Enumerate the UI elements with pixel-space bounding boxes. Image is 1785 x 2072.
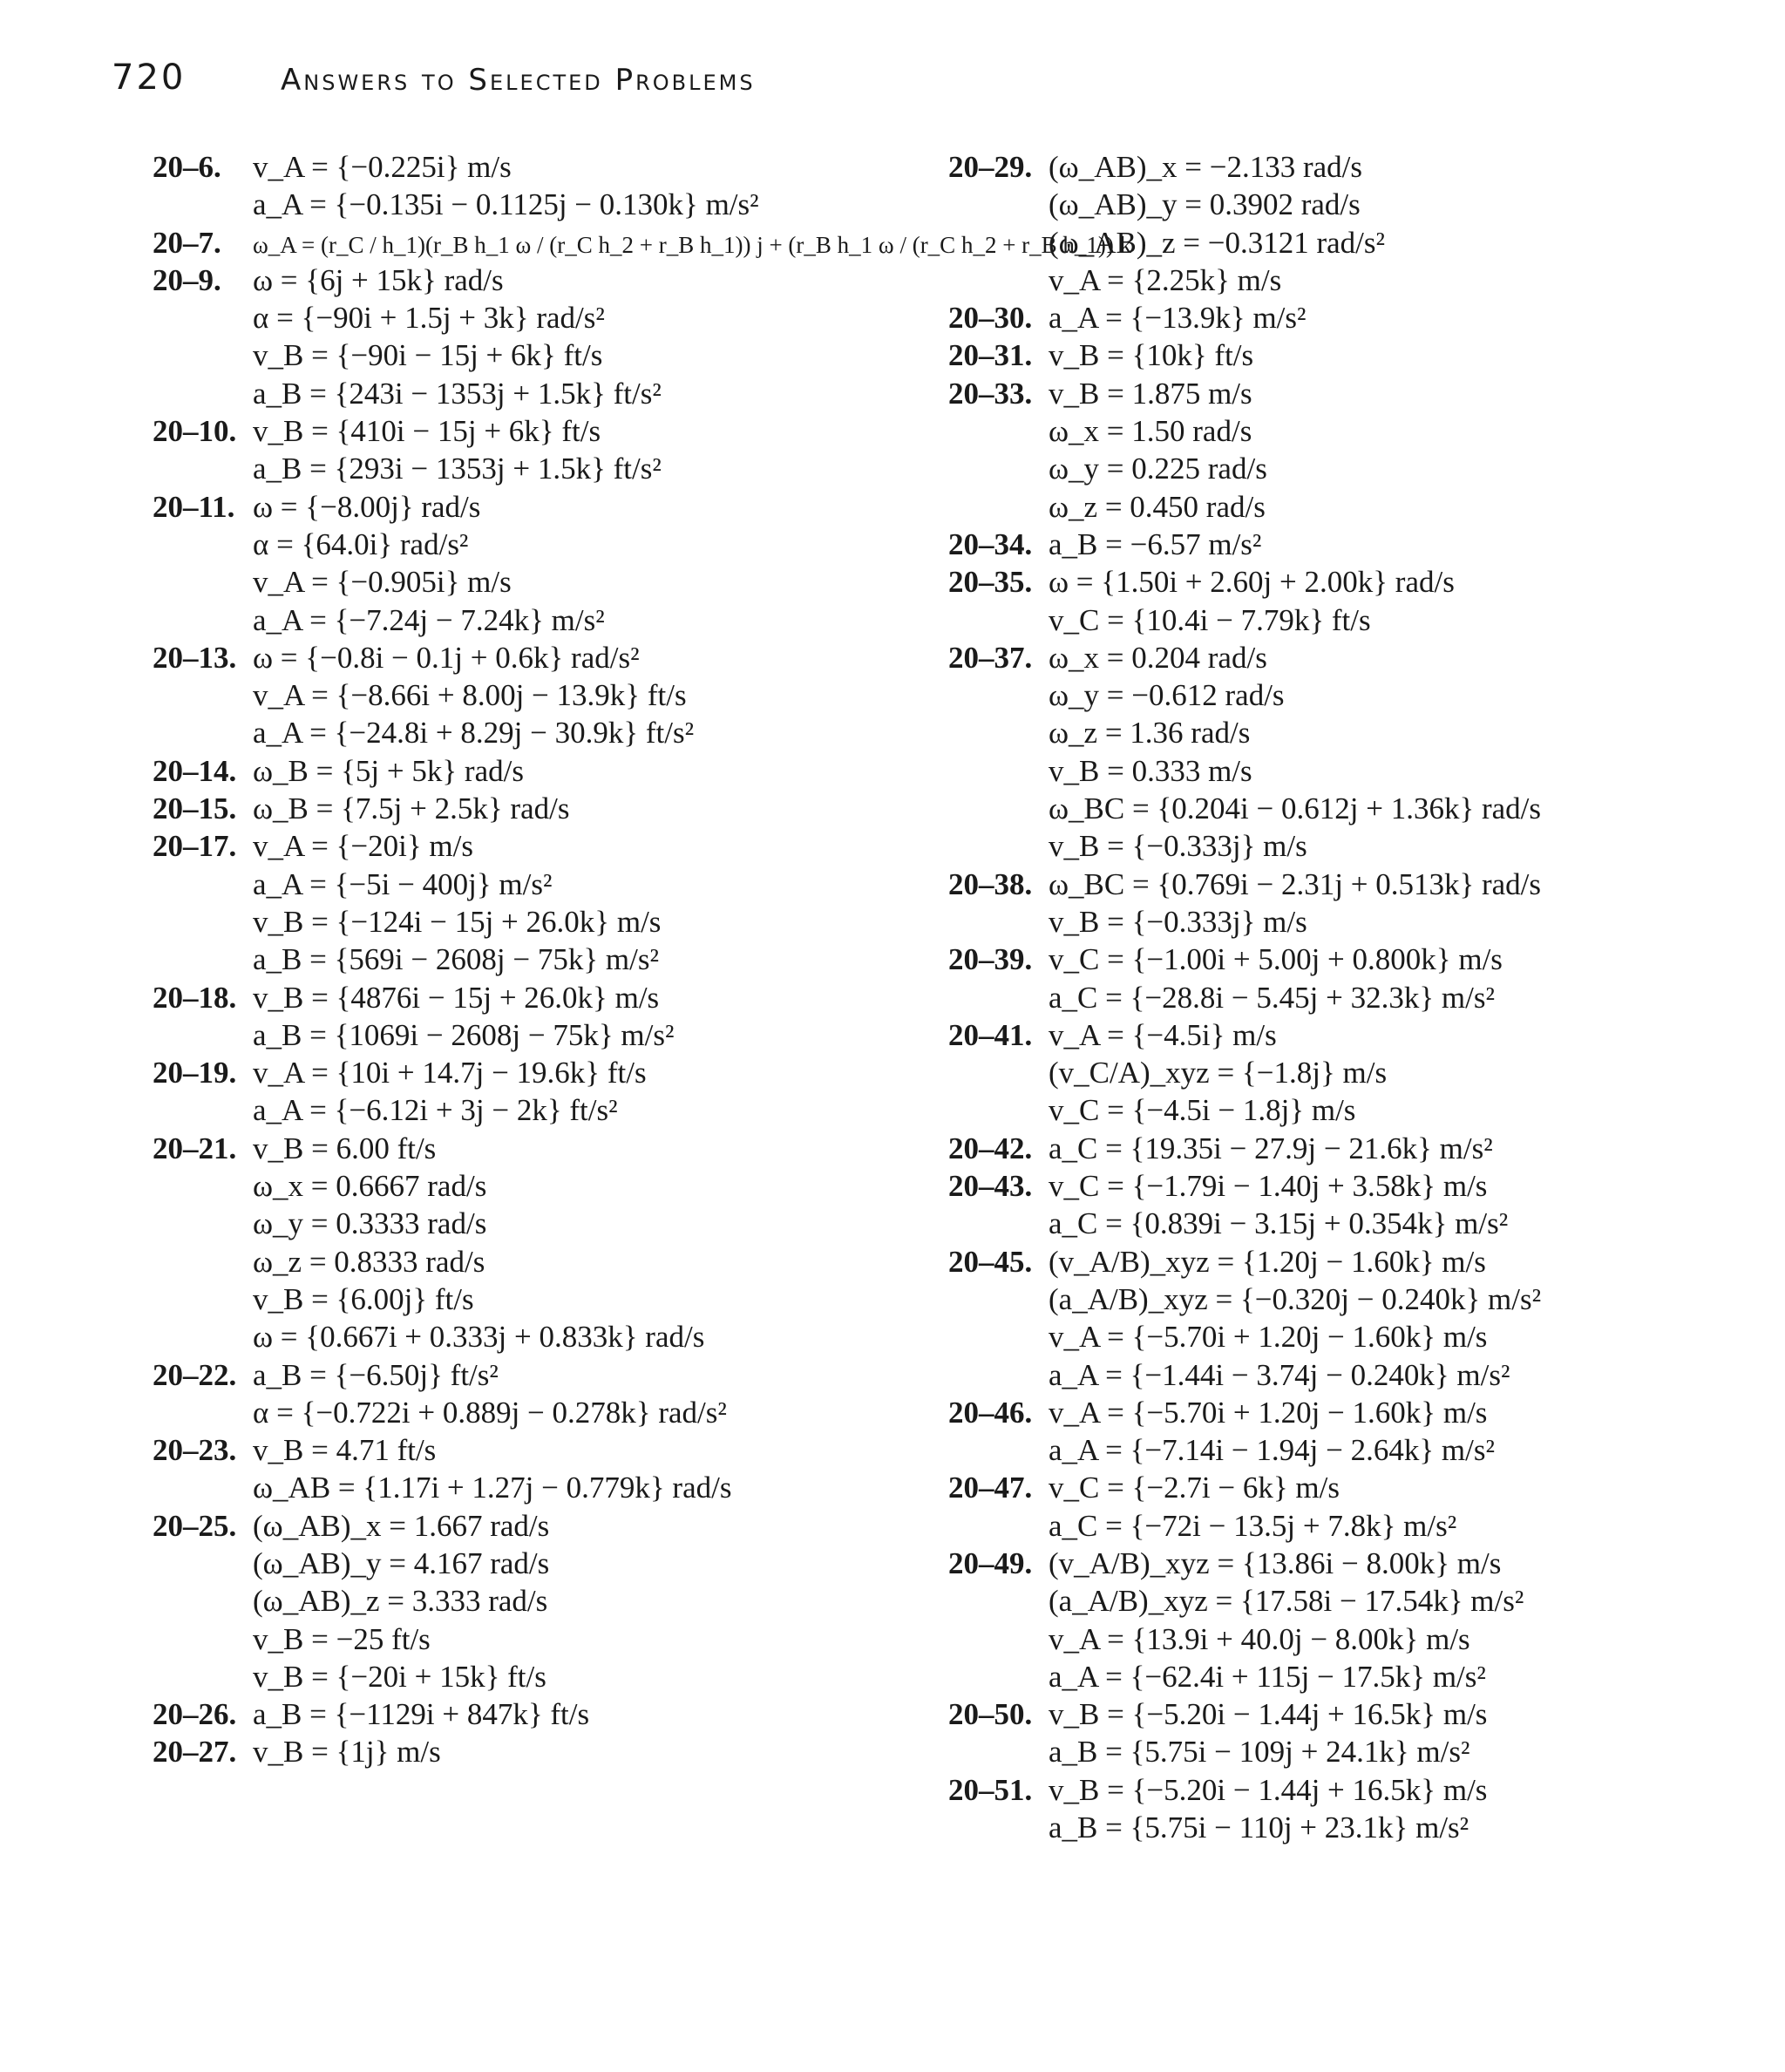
problem-number: 20–22. <box>153 1357 237 1392</box>
answer-equation: ω_B = {7.5j + 2.5k} rad/s <box>253 791 570 826</box>
answer-line <box>948 979 1733 1016</box>
answer-line <box>153 563 920 601</box>
answer-equation: a_A = {−7.24j − 7.24k} m/s² <box>253 602 605 637</box>
answer-equation: (ω_AB)_z = −0.3121 rad/s² <box>1049 225 1386 260</box>
problem-number: 20–6. <box>153 150 221 184</box>
problem-number: 20–17. <box>153 829 237 864</box>
answer-equation: a_C = {−28.8i − 5.45j + 32.3k} m/s² <box>1049 980 1495 1015</box>
answer-line <box>948 1507 1733 1545</box>
answer-line <box>948 1281 1733 1318</box>
answer-equation: v_B = {−20i + 15k} ft/s <box>253 1659 546 1694</box>
answer-equation: v_C = {−1.00i + 5.00j + 0.800k} m/s <box>1049 942 1503 977</box>
problem-number: 20–50. <box>948 1697 1033 1732</box>
answer-equation: (a_A/B)_xyz = {−0.320j − 0.240k} m/s² <box>1049 1281 1542 1316</box>
answer-line <box>948 1394 1733 1431</box>
problem-number: 20–15. <box>153 791 237 826</box>
answer-line <box>153 262 920 299</box>
answer-line <box>948 1356 1733 1394</box>
problem-number: 20–30. <box>948 301 1033 336</box>
problem-number: 20–39. <box>948 942 1033 977</box>
answer-line <box>153 1167 920 1205</box>
answer-equation: ω_z = 1.36 rad/s <box>1049 716 1251 751</box>
problem-number: 20–13. <box>153 640 237 675</box>
answer-line <box>153 1016 920 1054</box>
answer-equation: (v_C/A)_xyz = {−1.8j} m/s <box>1049 1056 1388 1090</box>
answer-line <box>948 1243 1733 1281</box>
answer-line <box>153 1469 920 1506</box>
problem-number: 20–19. <box>153 1056 237 1090</box>
answer-line <box>153 375 920 412</box>
answer-line <box>153 1431 920 1469</box>
answer-line <box>948 866 1733 903</box>
answer-equation: a_B = {1069i − 2608j − 75k} m/s² <box>253 1017 675 1052</box>
answer-line <box>948 1205 1733 1242</box>
answer-equation: a_C = {−72i − 13.5j + 7.8k} m/s² <box>1049 1508 1457 1543</box>
answer-line <box>153 601 920 639</box>
answer-line <box>948 941 1733 978</box>
answer-equation: ω_BC = {0.204i − 0.612j + 1.36k} rad/s <box>1049 791 1542 826</box>
answer-equation: v_B = {−5.20i − 1.44j + 16.5k} m/s <box>1049 1697 1488 1732</box>
answer-line <box>948 714 1733 751</box>
problem-number: 20–26. <box>153 1697 237 1732</box>
answer-line <box>153 714 920 751</box>
answer-line <box>153 1507 920 1545</box>
answer-line <box>948 412 1733 450</box>
answer-equation: ω_z = 0.8333 rad/s <box>253 1244 485 1279</box>
problem-number: 20–35. <box>948 565 1033 600</box>
answer-equation: v_C = {10.4i − 7.79k} ft/s <box>1049 602 1371 637</box>
answer-equation: ω_y = 0.225 rad/s <box>1049 452 1267 486</box>
answer-equation: a_B = {5.75i − 110j + 23.1k} m/s² <box>1049 1810 1469 1845</box>
problem-number: 20–46. <box>948 1395 1033 1430</box>
answer-equation: v_A = {−0.905i} m/s <box>253 565 512 600</box>
answer-line <box>948 1733 1733 1770</box>
answer-line <box>153 941 920 978</box>
answer-line <box>153 1205 920 1242</box>
answer-equation: (a_A/B)_xyz = {17.58i − 17.54k} m/s² <box>1049 1584 1524 1619</box>
problem-number: 20–49. <box>948 1546 1033 1580</box>
answer-equation: ω = {−8.00j} rad/s <box>253 489 481 524</box>
answer-line <box>153 224 1132 262</box>
answer-line <box>948 790 1733 827</box>
answer-line <box>153 827 920 865</box>
problem-number: 20–18. <box>153 980 237 1015</box>
answer-line <box>153 1733 920 1770</box>
answer-line <box>153 903 920 941</box>
answer-equation: ω = {0.667i + 0.333j + 0.833k} rad/s <box>253 1320 705 1355</box>
problem-number: 20–9. <box>153 262 221 297</box>
answer-equation: a_B = {569i − 2608j − 75k} m/s² <box>253 942 659 977</box>
answer-equation: ω_B = {5j + 5k} rad/s <box>253 753 524 788</box>
answer-equation: a_B = {−1129i + 847k} ft/s <box>253 1697 590 1732</box>
answer-line <box>153 1620 920 1658</box>
answer-equation: ω_BC = {0.769i − 2.31j + 0.513k} rad/s <box>1049 866 1542 901</box>
answer-line <box>153 1394 920 1431</box>
answer-equation: v_A = {−4.5i} m/s <box>1049 1017 1277 1052</box>
answer-equation: ω = {1.50i + 2.60j + 2.00k} rad/s <box>1049 565 1455 600</box>
answer-equation: a_A = {−13.9k} m/s² <box>1049 301 1307 336</box>
problem-number: 20–33. <box>948 376 1033 411</box>
problem-number: 20–51. <box>948 1772 1033 1807</box>
answer-line <box>948 186 1733 223</box>
answer-equation: v_A = {13.9i + 40.0j − 8.00k} m/s <box>1049 1621 1470 1656</box>
answer-equation: a_A = {−7.14i − 1.94j − 2.64k} m/s² <box>1049 1433 1495 1468</box>
answer-line <box>153 336 920 374</box>
problem-number: 20–25. <box>153 1508 237 1543</box>
answer-line <box>948 262 1733 299</box>
answer-equation: a_C = {19.35i − 27.9j − 21.6k} m/s² <box>1049 1131 1493 1165</box>
answer-equation: v_B = 1.875 m/s <box>1049 376 1252 411</box>
answer-line <box>153 412 920 450</box>
answer-line <box>153 1054 920 1091</box>
answer-line <box>153 1695 920 1733</box>
answer-equation: v_B = {−90i − 15j + 6k} ft/s <box>253 338 603 373</box>
answer-equation: ω_x = 1.50 rad/s <box>1049 414 1252 449</box>
answer-line <box>948 450 1733 487</box>
problem-number: 20–21. <box>153 1131 237 1165</box>
answer-line <box>948 1620 1733 1658</box>
answer-line <box>153 979 920 1016</box>
answer-line <box>153 866 920 903</box>
right-answers-column <box>948 148 1733 1846</box>
answer-equation: v_B = 0.333 m/s <box>1049 753 1252 788</box>
problem-number: 20–41. <box>948 1017 1033 1052</box>
answer-equation: v_A = {2.25k} m/s <box>1049 262 1282 297</box>
answer-equation: v_B = {−124i − 15j + 26.0k} m/s <box>253 904 662 939</box>
problem-number: 20–38. <box>948 866 1033 901</box>
answer-equation: (ω_AB)_x = −2.133 rad/s <box>1049 150 1362 184</box>
answer-line <box>153 1658 920 1695</box>
answer-equation: a_B = {−6.50j} ft/s² <box>253 1357 499 1392</box>
answer-line <box>948 224 1733 262</box>
answer-equation: v_A = {−5.70i + 1.20j − 1.60k} m/s <box>1049 1395 1488 1430</box>
answer-line <box>948 1091 1733 1129</box>
answer-equation: a_B = {243i − 1353j + 1.5k} ft/s² <box>253 376 662 411</box>
answer-equation: v_B = −25 ft/s <box>253 1621 431 1656</box>
answer-equation: (ω_AB)_x = 1.667 rad/s <box>253 1508 550 1543</box>
answer-equation: a_B = {293i − 1353j + 1.5k} ft/s² <box>253 452 662 486</box>
answer-equation: ω = {−0.8i − 0.1j + 0.6k} rad/s² <box>253 640 640 675</box>
answer-equation: ω = {6j + 15k} rad/s <box>253 262 504 297</box>
problem-number: 20–29. <box>948 150 1033 184</box>
answer-equation: (v_A/B)_xyz = {13.86i − 8.00k} m/s <box>1049 1546 1502 1580</box>
answer-line <box>948 336 1733 374</box>
answer-equation: ω_z = 0.450 rad/s <box>1049 489 1266 524</box>
answer-equation: (v_A/B)_xyz = {1.20j − 1.60k} m/s <box>1049 1244 1486 1279</box>
answer-equation: a_A = {−24.8i + 8.29j − 30.9k} ft/s² <box>253 716 695 751</box>
answer-line <box>948 752 1733 790</box>
answer-line <box>948 1431 1733 1469</box>
answer-equation: v_A = {−20i} m/s <box>253 829 473 864</box>
answer-line <box>153 1281 920 1318</box>
answer-equation: (ω_AB)_y = 4.167 rad/s <box>253 1546 550 1580</box>
answer-equation: (ω_AB)_z = 3.333 rad/s <box>253 1584 548 1619</box>
answer-equation: a_A = {−1.44i − 3.74j − 0.240k} m/s² <box>1049 1357 1510 1392</box>
problem-number: 20–42. <box>948 1131 1033 1165</box>
problem-number: 20–34. <box>948 526 1033 561</box>
answer-line <box>153 1091 920 1129</box>
problem-number: 20–10. <box>153 414 237 449</box>
problem-number: 20–31. <box>948 338 1033 373</box>
answer-equation: ω_x = 0.6667 rad/s <box>253 1169 487 1204</box>
problem-number: 20–23. <box>153 1433 237 1468</box>
answer-equation: v_B = {−0.333j} m/s <box>1049 904 1307 939</box>
answer-line <box>153 1243 920 1281</box>
answer-equation: a_B = −6.57 m/s² <box>1049 526 1262 561</box>
problem-number: 20–11. <box>153 489 235 524</box>
answer-equation: v_B = {1j} m/s <box>253 1735 441 1770</box>
answer-line <box>948 1469 1733 1506</box>
problem-number: 20–45. <box>948 1244 1033 1279</box>
answer-equation: (ω_AB)_y = 0.3902 rad/s <box>1049 187 1361 222</box>
answer-equation: v_A = {−8.66i + 8.00j − 13.9k} ft/s <box>253 678 687 713</box>
answer-equation: a_B = {5.75i − 109j + 24.1k} m/s² <box>1049 1735 1470 1770</box>
answer-equation: a_A = {−6.12i + 3j − 2k} ft/s² <box>253 1093 618 1128</box>
answer-line <box>948 601 1733 639</box>
answer-equation: v_B = {−5.20i − 1.44j + 16.5k} m/s <box>1049 1772 1488 1807</box>
answer-equation: v_B = {−0.333j} m/s <box>1049 829 1307 864</box>
problem-number: 20–7. <box>153 225 221 260</box>
answer-line <box>153 1545 920 1582</box>
answer-line <box>153 639 920 676</box>
answer-line <box>153 1130 920 1167</box>
answer-line <box>948 1167 1733 1205</box>
answer-line <box>153 186 920 223</box>
answer-line <box>948 1658 1733 1695</box>
answer-equation: α = {−90i + 1.5j + 3k} rad/s² <box>253 301 605 336</box>
answer-line <box>948 827 1733 865</box>
answer-equation: v_B = 4.71 ft/s <box>253 1433 437 1468</box>
answer-equation: v_C = {−4.5i − 1.8j} m/s <box>1049 1093 1356 1128</box>
answer-line <box>948 1582 1733 1620</box>
answer-line <box>153 752 920 790</box>
answer-line <box>153 450 920 487</box>
answer-equation: a_A = {−5i − 400j} m/s² <box>253 866 553 901</box>
answer-equation: v_A = {−5.70i + 1.20j − 1.60k} m/s <box>1049 1320 1488 1355</box>
problem-number: 20–37. <box>948 640 1033 675</box>
answer-line <box>153 1318 920 1355</box>
problem-number: 20–14. <box>153 753 237 788</box>
answer-line <box>153 526 920 563</box>
answer-line <box>153 299 920 336</box>
answer-line <box>948 1545 1733 1582</box>
answer-equation: v_B = {4876i − 15j + 26.0k} m/s <box>253 980 660 1015</box>
running-head: Answers to Selected Problems <box>281 63 756 98</box>
answer-equation: v_A = {−0.225i} m/s <box>253 150 512 184</box>
answer-line <box>948 639 1733 676</box>
answer-equation: ω_y = −0.612 rad/s <box>1049 678 1285 713</box>
answer-line <box>948 1695 1733 1733</box>
answer-equation: ω_A = (r_C / h_1)(r_B h_1 ω / (r_C h_2 + r_B h_1)) j + (r_B h_1 ω / (r_C h_2 + r_B h_1)) k <box>253 231 1132 258</box>
answer-line <box>948 903 1733 941</box>
answer-line <box>948 375 1733 412</box>
answer-equation: α = {−0.722i + 0.889j − 0.278k} rad/s² <box>253 1395 727 1430</box>
answer-equation: v_B = {6.00j} ft/s <box>253 1281 474 1316</box>
answer-line <box>948 299 1733 336</box>
answer-line <box>948 148 1733 186</box>
answer-equation: v_B = 6.00 ft/s <box>253 1131 437 1165</box>
answer-equation: v_B = {10k} ft/s <box>1049 338 1254 373</box>
answer-line <box>153 676 920 714</box>
answer-equation: α = {64.0i} rad/s² <box>253 526 469 561</box>
answer-equation: v_B = {410i − 15j + 6k} ft/s <box>253 414 601 449</box>
answer-equation: a_A = {−62.4i + 115j − 17.5k} m/s² <box>1049 1659 1486 1694</box>
answer-line <box>948 1016 1733 1054</box>
answer-equation: a_A = {−0.135i − 0.1125j − 0.130k} m/s² <box>253 187 759 222</box>
answer-line <box>948 1054 1733 1091</box>
answer-equation: a_C = {0.839i − 3.15j + 0.354k} m/s² <box>1049 1206 1509 1241</box>
answer-line <box>948 526 1733 563</box>
answer-line <box>948 1809 1733 1846</box>
answer-line <box>153 488 920 526</box>
answer-line <box>948 1318 1733 1355</box>
answer-line <box>948 488 1733 526</box>
answer-line <box>948 563 1733 601</box>
answer-equation: ω_y = 0.3333 rad/s <box>253 1206 487 1241</box>
answer-equation: v_C = {−2.7i − 6k} m/s <box>1049 1471 1340 1505</box>
answer-equation: ω_x = 0.204 rad/s <box>1049 640 1267 675</box>
answer-line <box>948 1130 1733 1167</box>
problem-number: 20–27. <box>153 1735 237 1770</box>
answer-line <box>153 1582 920 1620</box>
answer-equation: ω_AB = {1.17i + 1.27j − 0.779k} rad/s <box>253 1471 732 1505</box>
answer-line <box>948 676 1733 714</box>
answer-line <box>153 790 920 827</box>
page-number: 720 <box>112 58 187 98</box>
answer-line <box>153 148 920 186</box>
problem-number: 20–43. <box>948 1169 1033 1204</box>
problem-number: 20–47. <box>948 1471 1033 1505</box>
answer-line <box>153 1356 920 1394</box>
answer-equation: v_C = {−1.79i − 1.40j + 3.58k} m/s <box>1049 1169 1488 1204</box>
answer-equation: v_A = {10i + 14.7j − 19.6k} ft/s <box>253 1056 647 1090</box>
answer-line <box>948 1771 1733 1809</box>
